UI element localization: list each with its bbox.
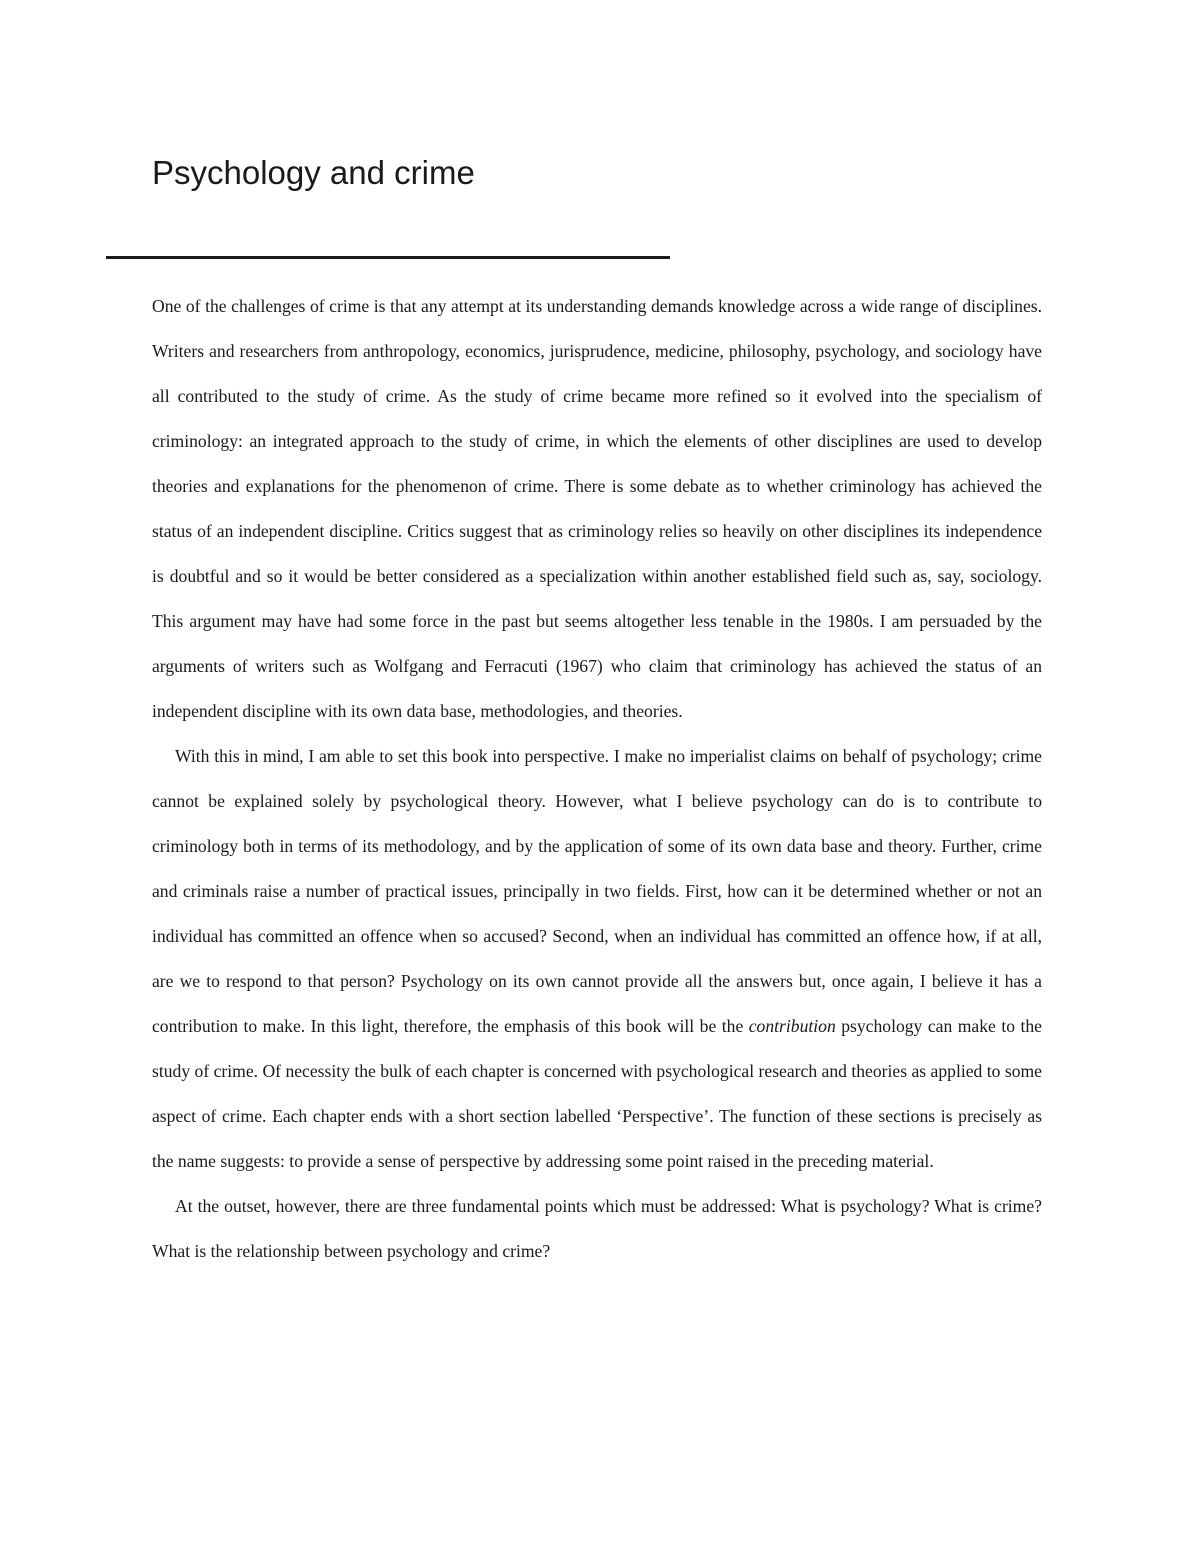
- paragraph-2-part-1: With this in mind, I am able to set this book into perspective. I make no imperialist claims on behalf of psychology; crime cannot be explained solely by psychological theory. However, what I believe psychology can do is to contribute to criminology both in terms of its methodology, and by the application of some of its own data base and theory. Further, crime and criminals raise a number of practical issues, principally in two fields. First, how can it be determined whether or not an individual has committed an offence when so accused? Second, when an individual has committed an offence how, if at all, are we to respond to that person? Psychology on its own cannot provide all the answers but, once again, I believe it has a contribution to make. In this light, therefore, the emphasis of this book will be the: [152, 746, 1042, 1036]
- paragraph-2: [152, 734, 1042, 1184]
- title-divider: [106, 256, 670, 259]
- paragraph-1: One of the challenges of crime is that any attempt at its understanding demands knowledge across a wide range of disciplines. Writers and researchers from anthropology, economics, jurisprudence, medicine, philosophy, psychology, and sociology have all contributed to the study of crime. As the study of crime became more refined so it evolved into the specialism of criminology: an integrated approach to the study of crime, in which the elements of other disciplines are used to develop theories and explanations for the phenomenon of crime. There is some debate as to whether criminology has achieved the status of an independent discipline. Critics suggest that as criminology relies so heavily on other disciplines its independence is doubtful and so it would be better considered as a specialization within another established field such as, say, sociology. This argument may have had some force in the past but seems altogether less tenable in the 1980s. I am persuaded by the arguments of writers such as Wolfgang and Ferracuti (1967) who claim that criminology has achieved the status of an independent discipline with its own data base, methodologies, and theories.: [152, 296, 1042, 721]
- page-title: Psychology and crime: [152, 154, 475, 191]
- paragraph-2-part-2: psychology can make to the study of crime. Of necessity the bulk of each chapter is concerned with psychological research and theories as applied to some aspect of crime. Each chapter ends with a short section labelled ‘Perspective’. The function of these sections is precisely as the name suggests: to provide a sense of perspective by addressing some point raised in the preceding material.: [152, 1016, 1042, 1171]
- paragraph-2-emphasis: contribution: [748, 1016, 836, 1036]
- paragraph-3: At the outset, however, there are three fundamental points which must be addressed: What is psychology? What is crime? What is the relationship between psychology and crime?: [152, 1196, 1042, 1261]
- body-text: [152, 284, 1042, 1274]
